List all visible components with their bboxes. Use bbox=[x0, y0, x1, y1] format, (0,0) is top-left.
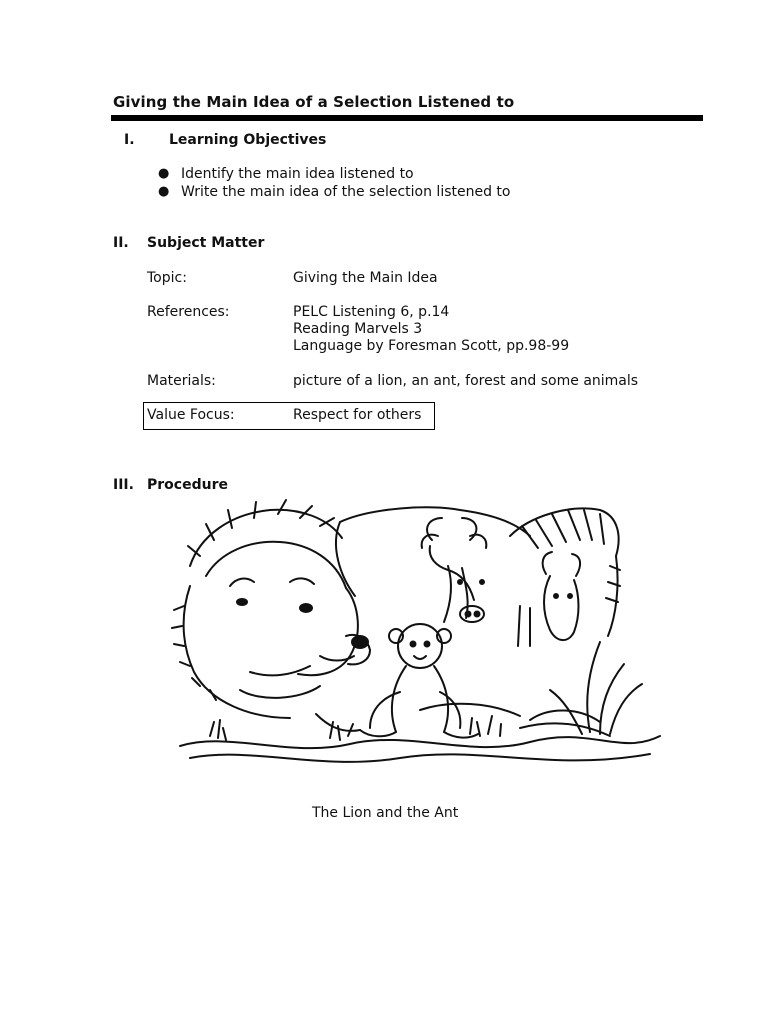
zebra-drawing bbox=[510, 508, 620, 646]
references-value-3: Language by Foresman Scott, pp.98-99 bbox=[293, 338, 570, 354]
bullet-icon: ● bbox=[158, 166, 170, 181]
value-focus-value: Respect for others bbox=[293, 407, 422, 423]
objective-text: Identify the main idea listened to bbox=[181, 166, 414, 182]
section-3-number: III. bbox=[113, 477, 134, 493]
illustration-caption: The Lion and the Ant bbox=[312, 805, 459, 821]
document-title: Giving the Main Idea of a Selection Listened to bbox=[113, 93, 515, 111]
references-value-1: PELC Listening 6, p.14 bbox=[293, 304, 450, 320]
lion-drawing bbox=[172, 500, 370, 718]
monkey-drawing bbox=[316, 624, 478, 738]
section-1-title: Learning Objectives bbox=[169, 132, 327, 148]
section-1-number: I. bbox=[124, 132, 135, 148]
references-value-2: Reading Marvels 3 bbox=[293, 321, 423, 337]
section-3-title: Procedure bbox=[147, 477, 228, 493]
value-focus-label: Value Focus: bbox=[147, 407, 235, 423]
buffalo-drawing bbox=[336, 507, 530, 622]
list-item bbox=[157, 183, 511, 201]
topic-value: Giving the Main Idea bbox=[293, 270, 438, 286]
materials-value: picture of a lion, an ant, forest and some animals bbox=[293, 373, 639, 389]
section-2-title: Subject Matter bbox=[147, 235, 265, 251]
animals-illustration bbox=[170, 496, 666, 780]
references-label: References: bbox=[147, 304, 230, 320]
objectives-list bbox=[157, 165, 511, 201]
objective-text: Write the main idea of the selection listened to bbox=[181, 184, 511, 200]
title-rule bbox=[111, 115, 703, 121]
list-item bbox=[157, 165, 511, 183]
section-2-number: II. bbox=[113, 235, 129, 251]
materials-label: Materials: bbox=[147, 373, 216, 389]
topic-label: Topic: bbox=[147, 270, 187, 286]
bullet-icon: ● bbox=[158, 184, 170, 199]
